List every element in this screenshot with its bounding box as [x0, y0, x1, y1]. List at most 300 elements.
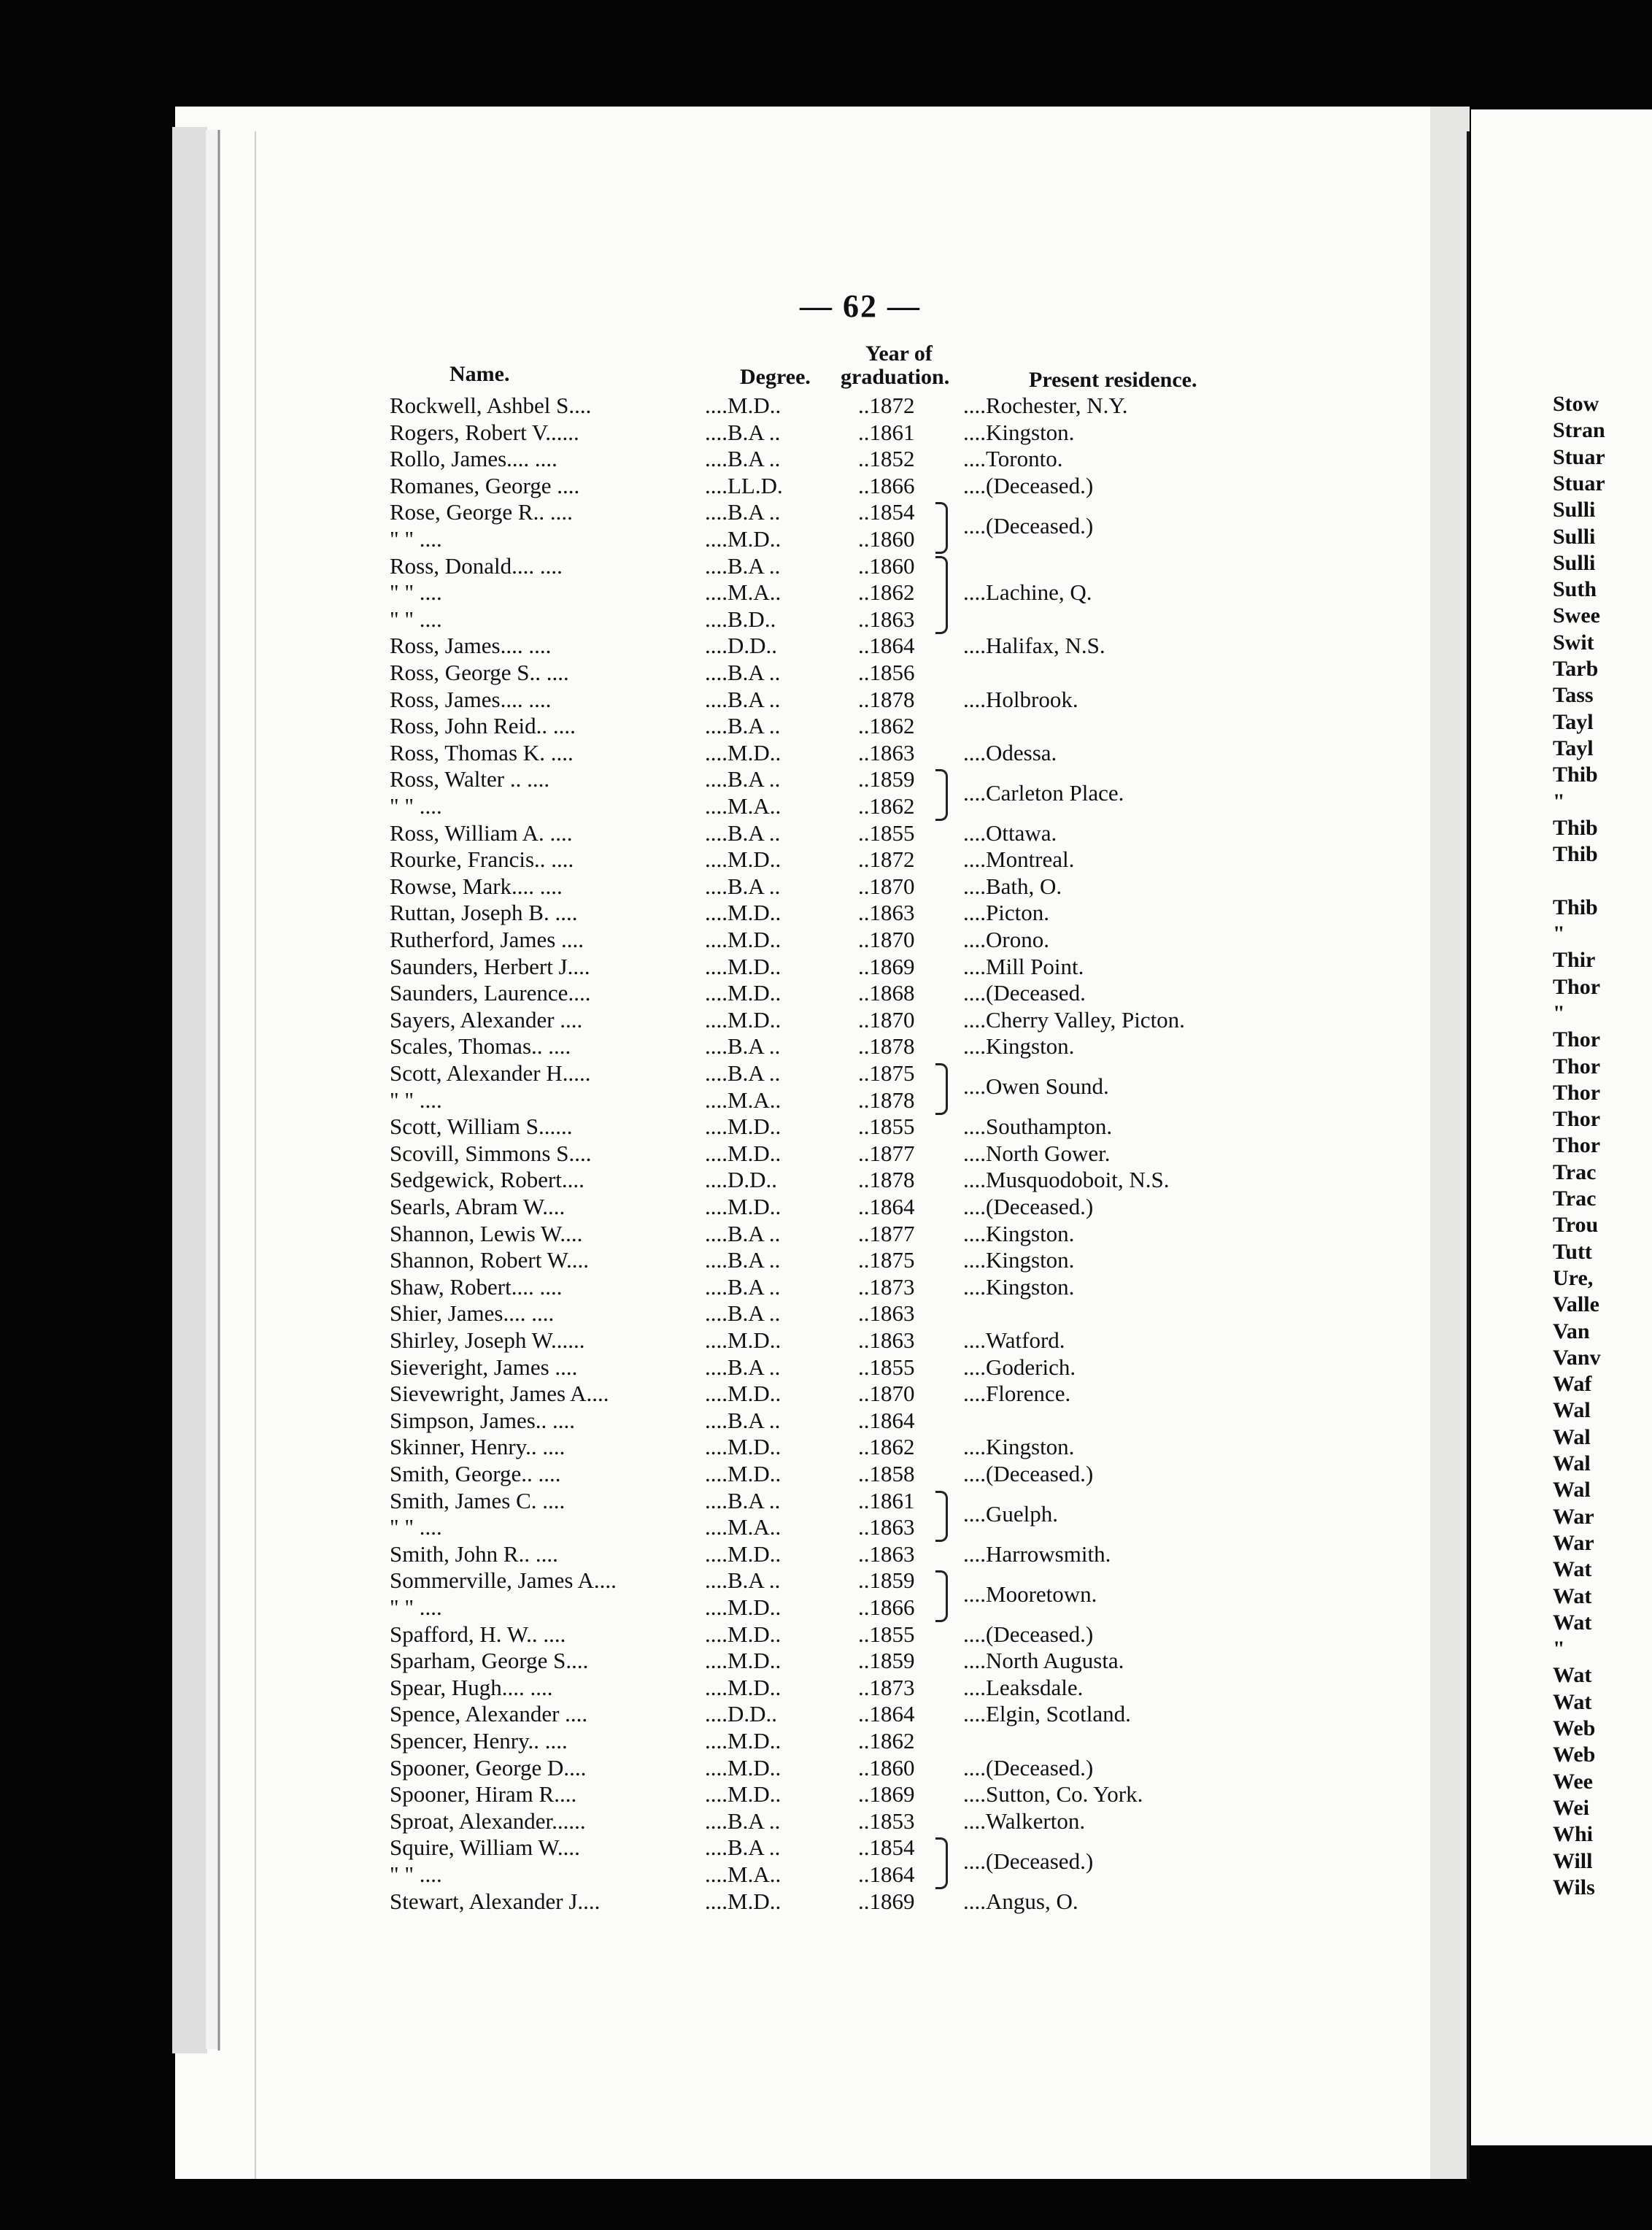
table-row	[0, 766, 1386, 792]
year-cell: ..1878	[858, 1087, 915, 1113]
year-cell: ..1872	[858, 846, 915, 873]
degree-cell: ....M.D..	[705, 1594, 781, 1620]
table-row	[0, 1781, 1386, 1807]
year-cell: ..1862	[858, 1434, 915, 1460]
degree-cell: ....B.A ..	[705, 419, 781, 445]
name-cell: " " ....	[390, 793, 442, 819]
table-row	[0, 1755, 1386, 1781]
facing-page-fragment: Thor	[1553, 1133, 1601, 1158]
name-cell: Ross, James.... ....	[390, 633, 552, 659]
degree-cell: ....B.A ..	[705, 499, 781, 525]
degree-cell: ....B.A ..	[705, 713, 781, 739]
table-row	[0, 793, 1386, 819]
year-cell: ..1864	[858, 1701, 915, 1727]
year-cell: ..1864	[858, 1194, 915, 1219]
degree-cell: ....M.D..	[705, 1140, 781, 1166]
name-cell: " " ....	[390, 1861, 442, 1887]
header-degree: Degree.	[740, 365, 811, 389]
name-cell: Simpson, James.. ....	[390, 1407, 576, 1433]
year-cell: ..1855	[858, 1354, 915, 1380]
table-row	[0, 660, 1386, 686]
table-row	[0, 1648, 1386, 1674]
grouped-residence-text: ....Carleton Place.	[963, 779, 1124, 806]
year-cell: ..1861	[858, 1487, 915, 1513]
name-cell: Ross, Donald.... ....	[390, 552, 563, 579]
degree-cell: ....B.A ..	[705, 1487, 781, 1513]
residence-cell: ....Ottawa.	[963, 819, 1057, 846]
facing-page-fragment: "	[1553, 789, 1565, 814]
year-cell: ..1870	[858, 927, 915, 952]
residence-cell: ....(Deceased.)	[963, 1621, 1094, 1647]
name-cell: Rollo, James.... ....	[390, 446, 557, 472]
degree-cell: ....B.A ..	[705, 1033, 781, 1060]
facing-page-fragment: Wat	[1553, 1663, 1592, 1688]
year-cell: ..1860	[858, 526, 915, 552]
facing-page-fragment: Sulli	[1553, 524, 1596, 549]
facing-page-fragment: Wat	[1553, 1610, 1592, 1635]
table-row	[0, 1114, 1386, 1140]
residence-cell: ....Rochester, N.Y.	[963, 393, 1128, 418]
table-row	[0, 1087, 1386, 1114]
table-row	[0, 1327, 1386, 1354]
grouping-brace	[935, 769, 948, 821]
table-row	[0, 1381, 1386, 1407]
table-row	[0, 1247, 1386, 1273]
table-row	[0, 553, 1386, 579]
residence-cell: ....Holbrook.	[963, 686, 1078, 712]
header-year-line1: Year of	[865, 342, 933, 366]
facing-page-fragment: Wat	[1553, 1689, 1592, 1714]
grouping-brace	[935, 1837, 948, 1889]
year-cell: ..1864	[858, 633, 915, 659]
degree-cell: ....M.D..	[705, 393, 781, 418]
facing-page-fragment: "	[1553, 1000, 1565, 1025]
name-cell: " " ....	[390, 526, 442, 552]
year-cell: ..1862	[858, 579, 915, 606]
residence-cell: ....Harrowsmith.	[963, 1540, 1111, 1567]
year-cell: ..1860	[858, 1754, 915, 1780]
table-row	[0, 1514, 1386, 1540]
facing-page-fragment: Stran	[1553, 418, 1605, 443]
year-cell: ..1870	[858, 1006, 915, 1033]
degree-cell: ....M.D..	[705, 900, 781, 926]
header-residence: Present residence.	[1029, 368, 1197, 392]
degree-cell: ....M.D..	[705, 1194, 781, 1219]
year-cell: ..1878	[858, 686, 915, 712]
facing-page-fragment: Wei	[1553, 1795, 1589, 1820]
residence-cell: ....Leaksdale.	[963, 1674, 1084, 1700]
name-cell: Spooner, Hiram R....	[390, 1781, 577, 1807]
name-cell: Shaw, Robert.... ....	[390, 1273, 563, 1300]
year-cell: ..1863	[858, 900, 915, 926]
facing-page-fragment: Wal	[1553, 1478, 1591, 1502]
name-cell: Romanes, George ....	[390, 472, 580, 498]
degree-cell: ....M.D..	[705, 927, 781, 952]
residence-cell: ....North Gower.	[963, 1140, 1111, 1166]
grouped-residence-text: ....Guelph.	[963, 1500, 1059, 1527]
year-cell: ..1855	[858, 1114, 915, 1140]
name-cell: Spafford, H. W.. ....	[390, 1621, 566, 1647]
residence-cell: ....(Deceased.)	[963, 1194, 1094, 1219]
name-cell: Saunders, Laurence....	[390, 980, 591, 1006]
facing-page-fragment: Tarb	[1553, 657, 1599, 681]
table-row	[0, 1488, 1386, 1514]
name-cell: Rogers, Robert V......	[390, 419, 579, 445]
table-row	[0, 1167, 1386, 1193]
table-row	[0, 1834, 1386, 1861]
name-cell: Rockwell, Ashbel S....	[390, 393, 592, 418]
facing-page-fragment: Van	[1553, 1319, 1590, 1343]
residence-cell: ....Sutton, Co. York.	[963, 1781, 1143, 1807]
year-cell: ..1872	[858, 393, 915, 418]
facing-page-fragment: Sulli	[1553, 550, 1596, 575]
year-cell: ..1878	[858, 1033, 915, 1060]
degree-cell: ....D.D..	[705, 1167, 778, 1193]
year-cell: ..1863	[858, 606, 915, 632]
degree-cell: ....B.A ..	[705, 1273, 781, 1300]
degree-cell: ....B.A ..	[705, 1407, 781, 1433]
name-cell: Skinner, Henry.. ....	[390, 1434, 566, 1460]
facing-page-fragment: Thor	[1553, 974, 1601, 999]
degree-cell: ....M.D..	[705, 1781, 781, 1807]
degree-cell: ....D.D..	[705, 1701, 778, 1727]
table-row	[0, 420, 1386, 446]
year-cell: ..1856	[858, 660, 915, 685]
degree-cell: ....M.A..	[705, 1861, 781, 1887]
facing-page-fragment: Thib	[1553, 895, 1598, 919]
table-row	[0, 1434, 1386, 1460]
residence-cell: ....Kingston.	[963, 1220, 1075, 1246]
name-cell: " " ....	[390, 1087, 442, 1113]
facing-page-fragment: Thor	[1553, 1054, 1601, 1079]
degree-cell: ....M.A..	[705, 1514, 781, 1540]
residence-cell: ....Orono.	[963, 927, 1049, 952]
facing-page-fragment: Stuar	[1553, 444, 1605, 469]
degree-cell: ....M.D..	[705, 1114, 781, 1140]
year-cell: ..1870	[858, 1381, 915, 1407]
facing-page-fragment: Tutt	[1553, 1239, 1592, 1264]
degree-cell: ....B.A ..	[705, 1567, 781, 1594]
facing-page-fragment: "	[1553, 1637, 1565, 1662]
table-row	[0, 846, 1386, 873]
grouping-brace	[935, 556, 948, 634]
facing-page-fragment: Thib	[1553, 842, 1598, 867]
residence-cell: ....North Augusta.	[963, 1648, 1124, 1674]
grouping-brace	[935, 502, 948, 554]
table-row	[0, 1461, 1386, 1487]
table-row	[0, 473, 1386, 499]
facing-page-fragment: Trac	[1553, 1187, 1597, 1211]
table-row	[0, 1701, 1386, 1727]
year-cell: ..1863	[858, 739, 915, 765]
name-cell: Sievewright, James A....	[390, 1381, 609, 1407]
residence-cell: ....Kingston.	[963, 1434, 1075, 1460]
table-row	[0, 526, 1386, 552]
table-row	[0, 900, 1386, 926]
year-cell: ..1877	[858, 1220, 915, 1246]
year-cell: ..1869	[858, 953, 915, 979]
facing-page-fragment: Web	[1553, 1743, 1596, 1767]
year-cell: ..1869	[858, 1888, 915, 1914]
grouped-residence-text: ....(Deceased.)	[963, 1848, 1094, 1874]
residence-cell: ....Halifax, N.S.	[963, 633, 1105, 659]
degree-cell: ....B.A ..	[705, 1834, 781, 1861]
degree-cell: ....M.D..	[705, 1461, 781, 1486]
degree-cell: ....M.D..	[705, 1540, 781, 1567]
degree-cell: ....M.D..	[705, 1888, 781, 1914]
facing-page-fragment: Tayl	[1553, 736, 1594, 760]
residence-cell: ....Angus, O.	[963, 1888, 1078, 1914]
year-cell: ..1852	[858, 446, 915, 472]
residence-cell: ....Mill Point.	[963, 953, 1084, 979]
table-row	[0, 1300, 1386, 1327]
facing-page-fragment: Thir	[1553, 948, 1596, 973]
residence-cell: ....Odessa.	[963, 739, 1057, 765]
table-row	[0, 1675, 1386, 1701]
year-cell: ..1859	[858, 766, 915, 792]
name-cell: Scovill, Simmons S....	[390, 1140, 592, 1166]
grouping-brace	[935, 1063, 948, 1115]
year-cell: ..1859	[858, 1567, 915, 1594]
year-cell: ..1859	[858, 1648, 915, 1674]
residence-cell: ....Southampton.	[963, 1114, 1113, 1140]
name-cell: Spooner, George D....	[390, 1754, 587, 1780]
facing-page-fragment: Thor	[1553, 1080, 1601, 1105]
residence-cell: ....Walkerton.	[963, 1807, 1086, 1834]
name-cell: Searls, Abram W....	[390, 1194, 566, 1219]
table-row	[0, 1888, 1386, 1915]
residence-cell: ....Kingston.	[963, 1247, 1075, 1273]
year-cell: ..1875	[858, 1060, 915, 1086]
table-row	[0, 980, 1386, 1006]
facing-page-fragment: Wal	[1553, 1398, 1591, 1423]
table-row	[0, 1621, 1386, 1648]
grouping-brace	[935, 1491, 948, 1543]
name-cell: Smith, James C. ....	[390, 1487, 566, 1513]
table-row	[0, 1594, 1386, 1621]
degree-cell: ....D.D..	[705, 633, 778, 659]
name-cell: Sieveright, James ....	[390, 1354, 578, 1380]
degree-cell: ....B.D..	[705, 606, 776, 632]
degree-cell: ....M.D..	[705, 526, 781, 552]
degree-cell: ....M.D..	[705, 1728, 781, 1753]
facing-page-fragment: Thor	[1553, 1107, 1601, 1132]
degree-cell: ....B.A ..	[705, 686, 781, 712]
facing-page-fragment: Wils	[1553, 1875, 1595, 1899]
table-row	[0, 1541, 1386, 1567]
name-cell: Stewart, Alexander J....	[390, 1888, 601, 1914]
table-row	[0, 954, 1386, 980]
year-cell: ..1862	[858, 713, 915, 739]
name-cell: Sommerville, James A....	[390, 1567, 617, 1594]
degree-cell: ....M.D..	[705, 1648, 781, 1674]
name-cell: Sayers, Alexander ....	[390, 1006, 583, 1033]
degree-cell: ....M.D..	[705, 1754, 781, 1780]
facing-page-fragment: Sulli	[1553, 498, 1596, 522]
year-cell: ..1878	[858, 1167, 915, 1193]
year-cell: ..1863	[858, 1300, 915, 1327]
table-row	[0, 713, 1386, 739]
residence-cell: ....Kingston.	[963, 1033, 1075, 1060]
facing-page-fragment: Wee	[1553, 1769, 1593, 1794]
degree-cell: ....B.A ..	[705, 873, 781, 899]
degree-cell: ....B.A ..	[705, 1300, 781, 1327]
facing-page-fragment: Vanv	[1553, 1345, 1601, 1370]
year-cell: ..1864	[858, 1861, 915, 1887]
facing-page-fragment: Tayl	[1553, 709, 1594, 734]
degree-cell: ....B.A ..	[705, 819, 781, 846]
page-number: — 62 —	[800, 288, 921, 324]
facing-page-fragment: Trou	[1553, 1213, 1599, 1238]
degree-cell: ....LL.D.	[705, 472, 783, 498]
year-cell: ..1853	[858, 1807, 915, 1834]
year-cell: ..1862	[858, 1728, 915, 1753]
name-cell: Ross, James.... ....	[390, 686, 552, 712]
facing-page-fragment: Stuar	[1553, 471, 1605, 495]
name-cell: Rowse, Mark.... ....	[390, 873, 563, 899]
year-cell: ..1855	[858, 819, 915, 846]
degree-cell: ....B.A ..	[705, 1060, 781, 1086]
name-cell: Sproat, Alexander......	[390, 1807, 586, 1834]
name-cell: Ross, Thomas K. ....	[390, 739, 574, 765]
year-cell: ..1863	[858, 1327, 915, 1353]
name-cell: Ruttan, Joseph B. ....	[390, 900, 578, 926]
name-cell: Scott, William S......	[390, 1114, 573, 1140]
year-cell: ..1854	[858, 1834, 915, 1861]
degree-cell: ....M.D..	[705, 1381, 781, 1407]
degree-cell: ....M.D..	[705, 1621, 781, 1647]
degree-cell: ....M.D..	[705, 980, 781, 1006]
residence-cell: ....Cherry Valley, Picton.	[963, 1006, 1185, 1033]
residence-cell: ....Watford.	[963, 1327, 1065, 1353]
table-row	[0, 1274, 1386, 1300]
year-cell: ..1862	[858, 793, 915, 819]
name-cell: Shirley, Joseph W......	[390, 1327, 585, 1353]
year-cell: ..1873	[858, 1674, 915, 1700]
facing-page-fragment: "	[1553, 922, 1565, 946]
year-cell: ..1866	[858, 1594, 915, 1620]
degree-cell: ....B.A ..	[705, 552, 781, 579]
residence-cell: ....(Deceased.)	[963, 1754, 1094, 1780]
year-cell: ..1866	[858, 472, 915, 498]
name-cell: Ross, Walter .. ....	[390, 766, 550, 792]
year-cell: ..1854	[858, 499, 915, 525]
degree-cell: ....B.A ..	[705, 1247, 781, 1273]
year-cell: ..1863	[858, 1514, 915, 1540]
residence-cell: ....Bath, O.	[963, 873, 1062, 899]
name-cell: Spear, Hugh.... ....	[390, 1674, 553, 1700]
year-cell: ..1855	[858, 1621, 915, 1647]
degree-cell: ....M.D..	[705, 953, 781, 979]
degree-cell: ....B.A ..	[705, 766, 781, 792]
residence-cell: ....Musquodoboit, N.S.	[963, 1167, 1170, 1193]
year-cell: ..1861	[858, 419, 915, 445]
year-cell: ..1863	[858, 1540, 915, 1567]
name-cell: Sparham, George S....	[390, 1648, 589, 1674]
table-row	[0, 1354, 1386, 1381]
facing-page-fragment: Suth	[1553, 577, 1597, 602]
table-row	[0, 1221, 1386, 1247]
facing-page-fragment: Thib	[1553, 815, 1598, 840]
name-cell: Shier, James.... ....	[390, 1300, 555, 1327]
degree-cell: ....M.D..	[705, 1434, 781, 1460]
facing-page-fragment: Thib	[1553, 763, 1598, 787]
table-row	[0, 1060, 1386, 1087]
name-cell: Squire, William W....	[390, 1834, 580, 1861]
residence-cell: ....Montreal.	[963, 846, 1075, 873]
facing-page-fragment: Web	[1553, 1716, 1596, 1740]
name-cell: Spencer, Henry.. ....	[390, 1728, 568, 1753]
year-cell: ..1873	[858, 1273, 915, 1300]
facing-page-fragment: Swee	[1553, 603, 1600, 628]
facing-page-fragment: Stow	[1553, 392, 1599, 416]
name-cell: Rose, George R.. ....	[390, 499, 573, 525]
table-row	[0, 820, 1386, 846]
bottom-black-band	[0, 2179, 1652, 2230]
table-row	[0, 740, 1386, 766]
name-cell: Ross, John Reid.. ....	[390, 713, 576, 739]
table-row	[0, 446, 1386, 472]
grouping-brace	[935, 1570, 948, 1622]
table-row	[0, 1861, 1386, 1888]
degree-cell: ....M.A..	[705, 1087, 781, 1113]
facing-page-fragment: Wat	[1553, 1583, 1592, 1608]
name-cell: Smith, John R.. ....	[390, 1540, 558, 1567]
grouped-residence-text: ....Owen Sound.	[963, 1073, 1109, 1100]
residence-cell: ....(Deceased.)	[963, 1461, 1094, 1486]
name-cell: Smith, George.. ....	[390, 1461, 561, 1486]
table-row	[0, 1728, 1386, 1754]
residence-cell: ....Kingston.	[963, 419, 1075, 445]
year-cell: ..1868	[858, 980, 915, 1006]
table-row	[0, 927, 1386, 953]
facing-page-fragment: Tass	[1553, 683, 1594, 708]
table-row	[0, 1808, 1386, 1834]
residence-cell: ....Florence.	[963, 1381, 1071, 1407]
year-cell: ..1860	[858, 552, 915, 579]
name-cell: Saunders, Herbert J....	[390, 953, 590, 979]
facing-page-fragment: Wal	[1553, 1424, 1591, 1449]
facing-page-fragment: War	[1553, 1504, 1594, 1529]
facing-page-fragment: Trac	[1553, 1160, 1597, 1184]
degree-cell: ....M.D..	[705, 739, 781, 765]
grouped-residence-text: ....(Deceased.)	[963, 512, 1094, 539]
year-cell: ..1870	[858, 873, 915, 899]
name-cell: " " ....	[390, 606, 442, 632]
degree-cell: ....M.A..	[705, 793, 781, 819]
name-cell: Rourke, Francis.. ....	[390, 846, 574, 873]
table-row	[0, 687, 1386, 713]
residence-cell: ....Goderich.	[963, 1354, 1076, 1380]
name-cell: Sedgewick, Robert....	[390, 1167, 584, 1193]
name-cell: Scott, Alexander H.....	[390, 1060, 591, 1086]
year-cell: ..1858	[858, 1461, 915, 1486]
degree-cell: ....M.D..	[705, 1674, 781, 1700]
degree-cell: ....M.D..	[705, 1006, 781, 1033]
name-cell: Spence, Alexander ....	[390, 1701, 588, 1727]
degree-cell: ....B.A ..	[705, 1220, 781, 1246]
facing-page-fragment: Ure,	[1553, 1265, 1594, 1290]
name-cell: Shannon, Robert W....	[390, 1247, 589, 1273]
year-cell: ..1869	[858, 1781, 915, 1807]
table-row	[0, 633, 1386, 659]
table-row	[0, 1007, 1386, 1033]
table-row	[0, 1194, 1386, 1220]
table-row	[0, 1033, 1386, 1060]
residence-cell: ....Toronto.	[963, 446, 1063, 472]
residence-cell: ....(Deceased.)	[963, 472, 1094, 498]
facing-page-fragment: Valle	[1553, 1292, 1599, 1317]
